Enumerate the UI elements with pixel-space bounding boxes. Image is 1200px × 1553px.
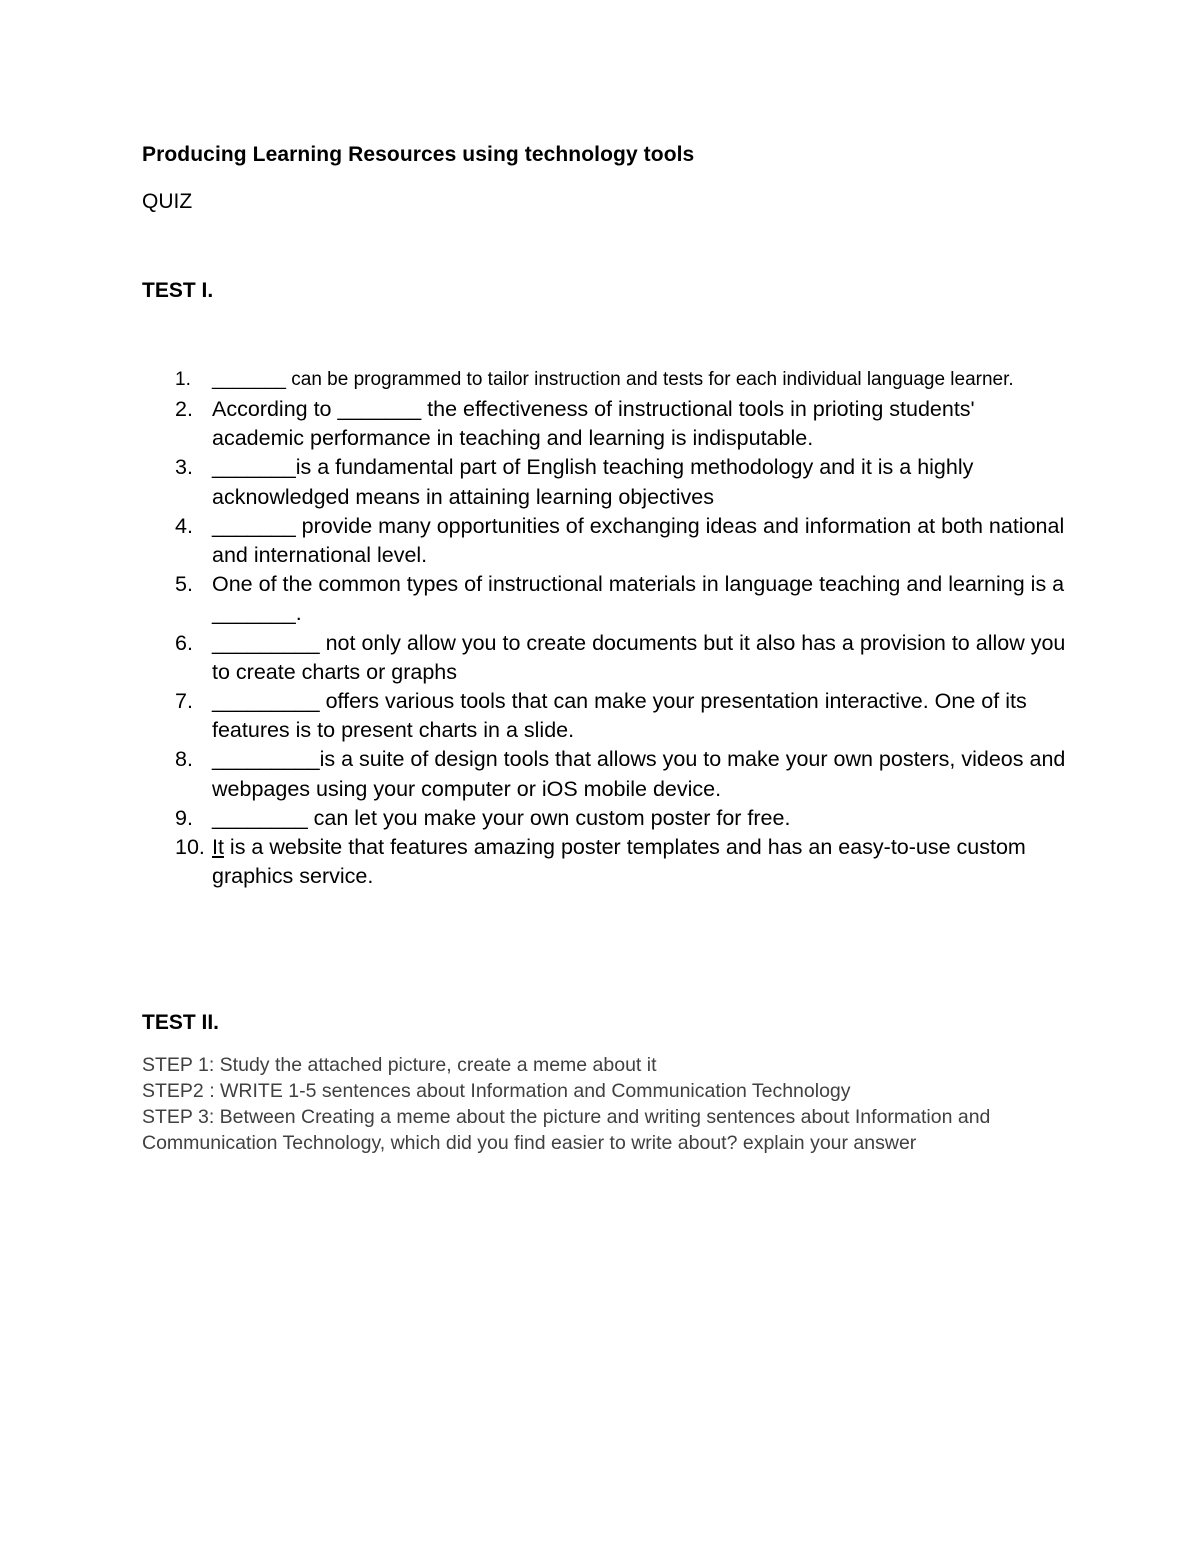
question-item-6 [142, 629, 1072, 687]
question-item-10 [142, 833, 1072, 891]
question-item-8 [142, 745, 1072, 803]
step-1-text: STEP 1: Study the attached picture, create a meme about it [142, 1054, 657, 1076]
test-1-question-list [142, 366, 1072, 891]
question-text: _______ provide many opportunities of exchanging ideas and information at both national and international level. [212, 513, 1065, 568]
question-number: 5. [175, 572, 193, 597]
question-number: 6. [175, 630, 193, 655]
question-item-2 [142, 395, 1072, 453]
question-text: One of the common types of instructional materials in language teaching and learning is a _______. [212, 572, 1065, 626]
question-item-1 [142, 366, 1072, 393]
step-3-text: STEP 3: Between Creating a meme about the picture and writing sentences about Information and Communication Technology, which did you find easier to write about? explain your answer [142, 1106, 991, 1154]
question-text: _______ can be programmed to tailor instruction and tests for each individual language learner. [212, 369, 1014, 390]
test-2-heading: TEST II. [142, 1011, 220, 1034]
question-number: 2. [175, 397, 193, 421]
question-number: 1. [175, 369, 191, 390]
underlined-word: It [212, 835, 224, 860]
question-number: 8. [175, 747, 193, 772]
quiz-label: QUIZ [142, 190, 193, 213]
test-1-heading: TEST I. [142, 279, 214, 302]
test-2-steps [142, 1052, 1042, 1156]
question-text: _______is a fundamental part of English teaching methodology and it is a highly acknowledged means in attaining learning objectives [212, 455, 974, 509]
question-item-3 [142, 453, 1072, 511]
question-text: _________ not only allow you to create documents but it also has a provision to allow you to create charts or graphs [212, 630, 1066, 684]
question-text: _________ offers various tools that can make your presentation interactive. One of its features is to present charts in a slide. [212, 689, 1027, 743]
question-number: 7. [175, 689, 193, 714]
question-number: 3. [175, 455, 193, 480]
question-number: 10. [175, 835, 205, 860]
question-item-9 [142, 804, 1072, 833]
step-2-text: STEP2 : WRITE 1-5 sentences about Information and Communication Technology [142, 1080, 851, 1102]
question-item-4 [142, 512, 1072, 570]
question-text: According to _______ the effectiveness of instructional tools in prioting students' academic performance in teaching and learning is indisputable. [212, 397, 975, 451]
question-number: 9. [175, 805, 193, 830]
question-number: 4. [175, 513, 193, 538]
question-text: _________is a suite of design tools that allows you to make your own posters, videos and webpages using your computer or iOS mobile device. [212, 747, 1066, 801]
question-text: is a website that features amazing poster templates and has an easy-to-use custom graphics service. [212, 835, 1026, 889]
question-item-5 [142, 570, 1072, 628]
question-item-7 [142, 687, 1072, 745]
question-text: ________ can let you make your own custom poster for free. [212, 805, 791, 830]
document-title: Producing Learning Resources using technology tools [142, 143, 695, 166]
